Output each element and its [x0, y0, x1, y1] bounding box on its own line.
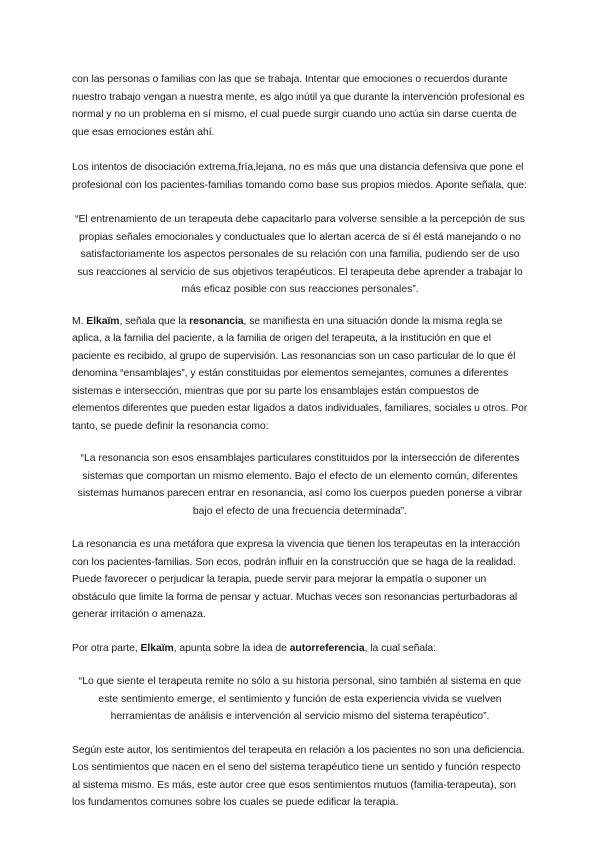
text-rest: , se manifiesta en una situación donde la misma regla se aplica, a la familia del paciente, a la familia de origen del terapeuta, a la institución en que el paciente es recibido, al grupo de supervisión. Las resonancias son un caso particular de lo que él denomina “ensamblajes”, y están constituidas por elementos semejantes, comunes a diferentes sistemas e intersección, mientras que por su parte los ensamblajes están compuestos de elementos diferentes que pueden estar ligados a datos individuales, familiares, sociales u otros. Por tanto, se puede definir la resonancia como:	[72, 315, 528, 432]
block-quote-terapeuta: “Lo que siente el terapeuta remite no sólo a su historia personal, sino también al sistema en que este sentimiento emerge, el sentimiento y función de esta experiencia vivida se vuelven herramientas de análisis e intervención al servicio mismo del sistema terapéutico”.	[78, 676, 522, 722]
author-name-bold: Elkaïm	[140, 642, 174, 654]
body-paragraph-1: con las personas o familias con las que se trabaja. Intentar que emociones o recuerdos durante nuestro trabajo vengan a nuestra mente, es algo inútil ya que durante la intervención profesional es normal y no un problema en sí mismo, el cual puede surgir cuando uno actúa sin darse cuenta de que esas emociones están ahí.	[72, 74, 525, 138]
term-bold: resonancia	[189, 315, 244, 327]
block-quote-aponte: “El entrenamiento de un terapeuta debe capacitarlo para volverse sensible a la percepción de sus propias señales emocionales y conductuales que lo alertan acerca de si él está manejando o no satisfactoriamente los aspectos personales de su relación con una familia, pudiendo ser de uso sus reacciones al servicio de sus objetivos terapéuticos. El terapeuta debe aprender a trabajar lo más eficaz posible con sus reacciones personales”.	[75, 214, 525, 295]
text-prefix: Por otra parte,	[72, 642, 141, 654]
body-paragraph-metafora: La resonancia es una metáfora que expresa la vivencia que tienen los terapeutas en la interacción con los pacientes-familias. Son ecos, podrán influir en la construcción que se haga de la realidad. Puede favorecer o perjudicar la terapia, puede servir para mejorar la empatía o suponer un obstáculo que limite la forma de pensar y actuar. Muchas veces son resonancias perturbadoras al generar irritación o amenaza.	[72, 539, 521, 620]
text-prefix: M.	[72, 315, 87, 327]
body-paragraph-autorreferencia	[72, 640, 528, 658]
author-name-bold: Elkaïm	[86, 315, 120, 327]
text-middle: , apunta sobre la idea de	[173, 642, 290, 654]
text-middle: , señala que la	[119, 315, 190, 327]
term-bold: autorreferencia	[289, 642, 365, 654]
text-rest: , la cual señala:	[364, 642, 436, 654]
body-paragraph-2: Los intentos de disociación extrema,fría,lejana, no es más que una distancia defensiva que pone el profesional con los pacientes-familias tomando como base sus propios miedos. Aponte señala, que:	[72, 162, 527, 191]
body-paragraph-resonancia	[72, 313, 528, 436]
block-quote-resonancia: “La resonancia son esos ensamblajes particulares constituidos por la intersección de diferentes sistemas que comportan un mismo elemento. Bajo el efecto de un elemento común, diferentes sistemas humanos parecen entrar en resonancia, así como los cuerpos pueden ponerse a vibrar bajo el efecto de una frecuencia determinada”.	[77, 453, 523, 517]
body-paragraph-sentimientos: Según este autor, los sentimientos del terapeuta en relación a los pacientes no son una deficiencia. Los sentimientos que nacen en el seno del sistema terapéutico tiene un sentido y función respecto al sistema mismo. Es más, este autor cree que esos sentimientos mutuos (familia-terapeuta), son los fundamentos comunes sobre los cuales se puede edificar la terapia.	[72, 744, 525, 808]
